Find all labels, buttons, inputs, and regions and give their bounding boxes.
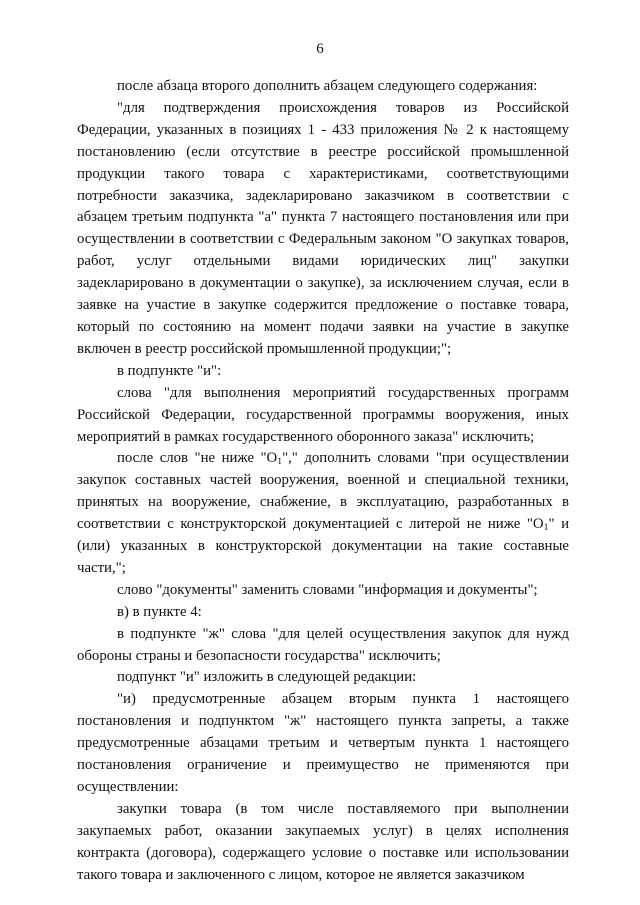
paragraph: слово "документы" заменить словами "информация и документы"; (117, 581, 538, 598)
subscript: 1 (543, 522, 549, 534)
paragraph: в подпункте "ж" слова "для целей осуществления закупок для нужд обороны страны и безопасности государства" исключить; (77, 625, 569, 664)
paragraph: слова "для выполнения мероприятий государственных программ Российской Федерации, государственной программы вооружения, иных мероприятий в рамках государственного оборонного заказа" исключить; (77, 384, 569, 445)
paragraph: после абзаца второго дополнить абзацем следующего содержания: (117, 78, 538, 94)
paragraph (77, 448, 569, 579)
text-run: после слов "не ниже "О (117, 450, 278, 467)
text-run: " и (или) указанных в конструкторской документации на такие составные части,"; (77, 516, 569, 576)
paragraph: "и) предусмотренные абзацем вторым пункта 1 настоящего постановления и подпунктом "ж" настоящего пункта запреты, а также предусмотренные абзацами третьим и четвертым пункта 1 настоящего постановления ограничение и преимущество не применяются при осуществлении: (77, 691, 569, 795)
page-number: 6 (316, 41, 324, 57)
document-body (77, 76, 569, 887)
paragraph: закупки товара (в том числе поставляемого при выполнении закупаемых работ, оказании закупаемых услуг) в целях исполнения контракта (договора), содержащего условие о поставке или использовании такого товара и заключенного с лицом, которое не является заказчиком (77, 800, 569, 883)
subscript: 1 (277, 456, 283, 468)
paragraph: в подпункте "и": (117, 362, 222, 379)
paragraph: подпункт "и" изложить в следующей редакции: (117, 669, 417, 686)
paragraph: в) в пункте 4: (117, 603, 202, 620)
text-run: "," дополнить словами "при осуществлении закупок составных частей вооружения, военной и специальной техники, принятых на вооружение, снабжение, в эксплуатацию, разработанных в соответствии с конструкторской документацией с литерой не ниже "О (77, 450, 570, 533)
paragraph: "для подтверждения происхождения товаров из Российской Федерации, указанных в позициях 1 - 433 приложения № 2 к настоящему постановлению (если отсутствие в реестре российской промышленной продукции такого товара с характеристиками, соответствующими потребности заказчика, задекларировано заказчиком в соответствии с абзацем третьим подпункта "а" пункта 7 настоящего постановления или при осуществлении в соответствии с Федеральным законом "О закупках товаров, работ, услуг отдельными видами юридических лиц" закупки задекларировано в документации о закупке), за исключением случая, если в заявке на участие в закупке содержится предложение о поставке товара, который по состоянию на момент подачи заявки на участие в закупке включен в реестр российской промышленной продукции;"; (77, 99, 569, 357)
